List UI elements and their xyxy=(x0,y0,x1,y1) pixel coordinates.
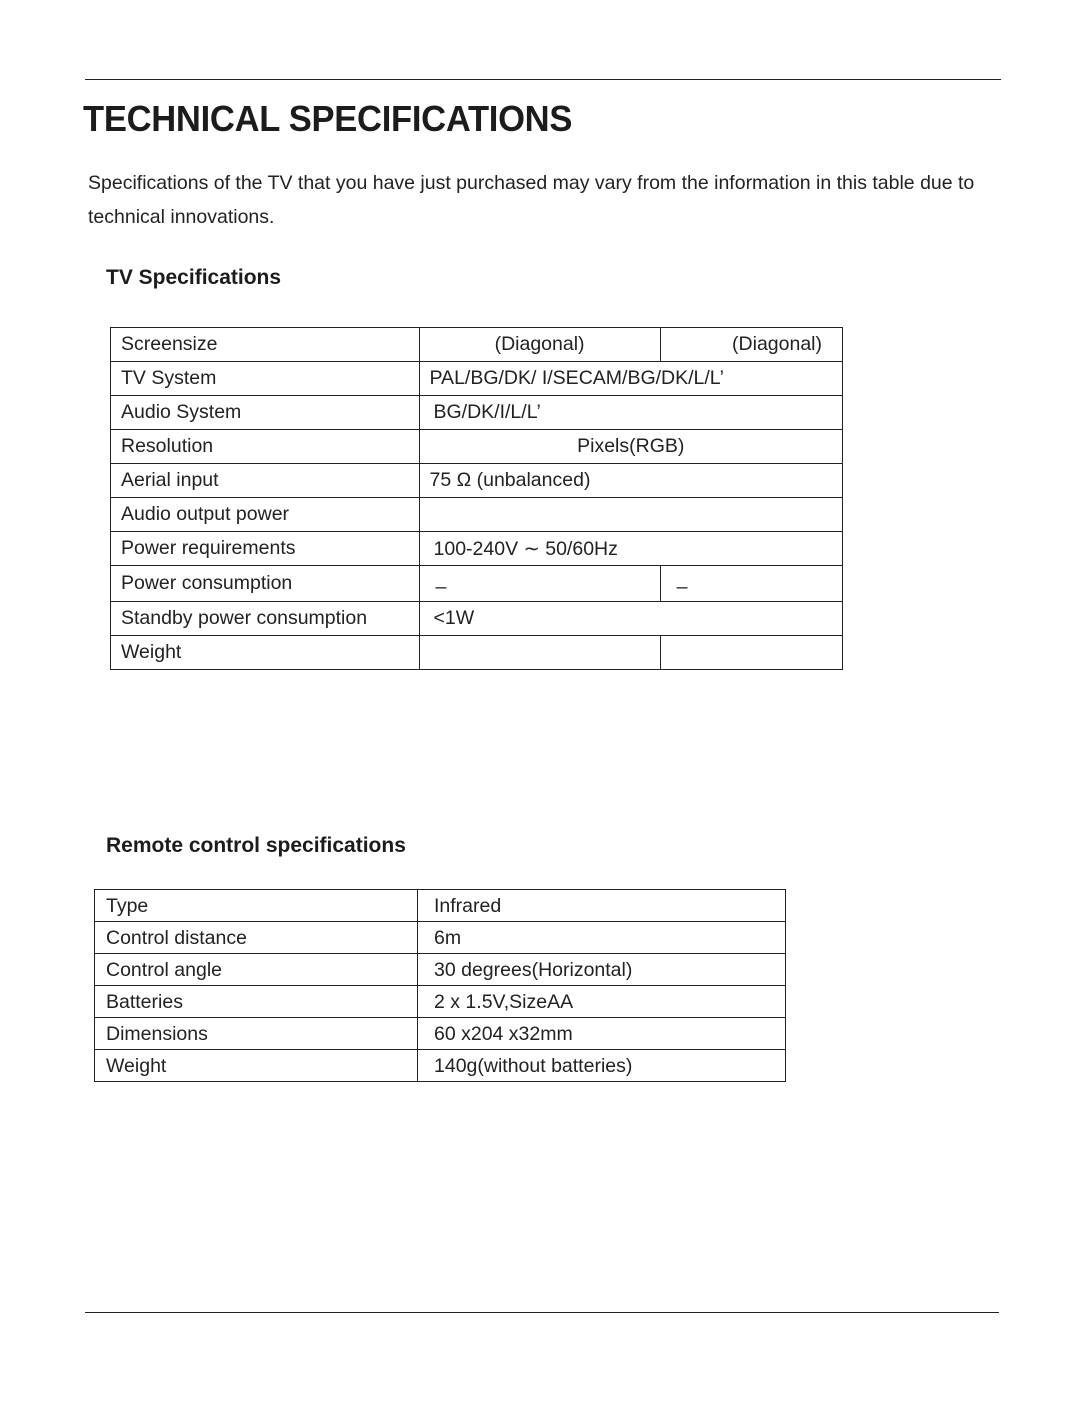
table-row xyxy=(95,1050,786,1082)
table-row xyxy=(111,464,843,498)
row-label: Weight xyxy=(111,636,420,670)
row-label: Control distance xyxy=(95,922,418,954)
row-value: 75 Ω (unbalanced) xyxy=(419,464,843,498)
table-row xyxy=(95,986,786,1018)
row-label: Audio output power xyxy=(111,498,420,532)
footer-rule xyxy=(85,1312,999,1313)
table-row xyxy=(95,954,786,986)
row-label: Resolution xyxy=(111,430,420,464)
row-value xyxy=(419,636,660,670)
remote-specifications-table xyxy=(94,889,786,1082)
row-label: Standby power consumption xyxy=(111,602,420,636)
table-row xyxy=(111,532,843,566)
row-label: TV System xyxy=(111,362,420,396)
table-row xyxy=(111,566,843,602)
row-label: Type xyxy=(95,890,418,922)
row-value-2: – xyxy=(660,566,842,602)
row-value xyxy=(419,498,843,532)
row-label: Screensize xyxy=(111,328,420,362)
row-value: (Diagonal) xyxy=(419,328,660,362)
tv-specifications-table xyxy=(110,327,843,670)
table-row xyxy=(111,430,843,464)
row-value: 100-240V ∼ 50/60Hz xyxy=(419,532,843,566)
page-title: TECHNICAL SPECIFICATIONS xyxy=(83,98,573,139)
table-row xyxy=(111,362,843,396)
row-label: Dimensions xyxy=(95,1018,418,1050)
row-value: 30 degrees(Horizontal) xyxy=(418,954,786,986)
row-value: 140g(without batteries) xyxy=(418,1050,786,1082)
table-row xyxy=(95,890,786,922)
row-value: – xyxy=(419,566,660,602)
row-label: Aerial input xyxy=(111,464,420,498)
table-row xyxy=(111,328,843,362)
table-row xyxy=(95,1018,786,1050)
row-value: <1W xyxy=(419,602,843,636)
row-value-2: (Diagonal) xyxy=(660,328,842,362)
table-row xyxy=(111,636,843,670)
row-value: BG/DK/I/L/L’ xyxy=(419,396,843,430)
row-value: 6m xyxy=(418,922,786,954)
row-value-2 xyxy=(660,636,842,670)
row-label: Control angle xyxy=(95,954,418,986)
header-rule xyxy=(85,79,1001,80)
row-value: 2 x 1.5V,SizeAA xyxy=(418,986,786,1018)
tv-specifications-heading: TV Specifications xyxy=(106,266,282,289)
row-label: Weight xyxy=(95,1050,418,1082)
row-value: Infrared xyxy=(418,890,786,922)
table-row xyxy=(111,602,843,636)
row-label: Power consumption xyxy=(111,566,420,602)
table-row xyxy=(111,498,843,532)
remote-specifications-heading: Remote control specifications xyxy=(106,834,406,857)
table-row xyxy=(111,396,843,430)
row-value: 60 x204 x32mm xyxy=(418,1018,786,1050)
row-label: Audio System xyxy=(111,396,420,430)
table-row xyxy=(95,922,786,954)
row-label: Batteries xyxy=(95,986,418,1018)
row-label: Power requirements xyxy=(111,532,420,566)
row-value: Pixels(RGB) xyxy=(419,430,843,464)
intro-paragraph: Specifications of the TV that you have just purchased may vary from the information in this table due to technical innovations. xyxy=(88,172,975,228)
row-value: PAL/BG/DK/ I/SECAM/BG/DK/L/L’ xyxy=(419,362,843,396)
